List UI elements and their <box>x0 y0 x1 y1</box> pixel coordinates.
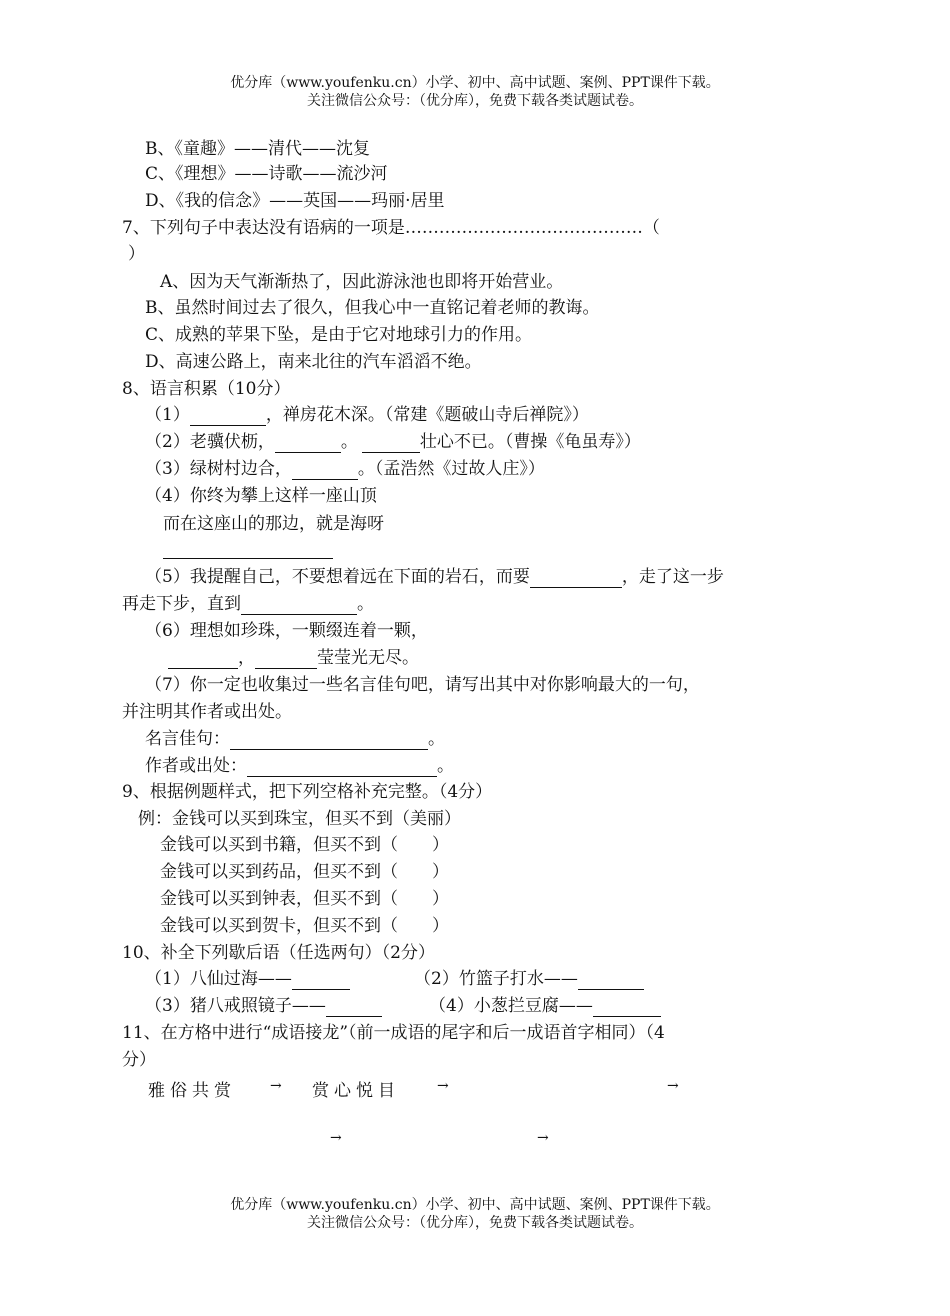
q8-item-3-prefix: （3）绿树村边合， <box>145 459 292 479</box>
q11-arrow-4: → <box>330 1130 342 1146</box>
q8-author-label: 作者或出处： <box>145 756 247 776</box>
q10-item-2-label: （2）竹篮子打水—— <box>414 969 578 989</box>
q8-item-6-suffix: 莹莹光无尽。 <box>317 648 419 668</box>
q7-answer-paren: ） <box>128 244 145 264</box>
q8-quote-label: 名言佳句： <box>145 729 230 749</box>
q10-item-2-blank[interactable] <box>578 971 644 990</box>
page-footer-line1: 优分库（www.youfenku.cn）小学、初中、高中试题、案例、PPT课件下载。 <box>230 1197 720 1213</box>
q8-author-period: 。 <box>437 756 454 776</box>
q11-stem-line1: 11、在方格中进行“成语接龙”（前一成语的尾字和后一成语首字相同）（4 <box>122 1023 665 1043</box>
q11-arrow-2: → <box>437 1078 449 1094</box>
q6-option-c: C、《理想》——诗歌——流沙河 <box>145 164 388 184</box>
q8-quote-period: 。 <box>428 729 445 749</box>
q10-item-4 <box>429 995 661 1017</box>
q10-item-1-label: （1）八仙过海—— <box>145 969 292 989</box>
q10-title: 10、补全下列歇后语（任选两句）（2分） <box>122 943 435 963</box>
q11-arrow-3: → <box>667 1078 679 1094</box>
q8-item-2-prefix: （2）老骥伏枥， <box>145 432 275 452</box>
q11-idiom-1: 雅俗共赏 <box>148 1081 236 1101</box>
q10-item-4-label: （4）小葱拦豆腐—— <box>429 996 593 1016</box>
q8-item-4-line1: （4）你终为攀上这样一座山顶 <box>145 486 377 506</box>
q11-idiom-2: 赏心悦目 <box>312 1081 400 1101</box>
q8-item-2 <box>145 431 641 453</box>
q9-item: 金钱可以买到贺卡，但买不到（ ） <box>160 916 449 936</box>
q8-author-blank[interactable] <box>247 758 437 777</box>
page-footer-line2: 关注微信公众号：（优分库），免费下载各类试题试卷。 <box>307 1215 643 1231</box>
q11-arrow-1: → <box>270 1078 282 1094</box>
q8-author-row <box>145 755 454 777</box>
q8-item-5-suffix: ，走了这一步 <box>621 567 724 587</box>
q8-item-3-blank[interactable] <box>292 461 358 480</box>
q8-item-2-blank-1[interactable] <box>275 434 341 453</box>
q10-item-3-label: （3）猪八戒照镜子—— <box>145 996 326 1016</box>
q8-item-6-line1: （6）理想如珍珠，一颗缀连着一颗， <box>145 621 428 641</box>
q8-item-2-blank-2[interactable] <box>362 434 420 453</box>
q10-item-4-blank[interactable] <box>593 998 661 1017</box>
q8-item-3 <box>145 458 545 480</box>
q6-option-d: D、《我的信念》——英国——玛丽·居里 <box>145 191 445 211</box>
q8-item-5-line2 <box>122 593 374 615</box>
q11-arrow-5: → <box>537 1130 549 1146</box>
q9-item: 金钱可以买到书籍，但买不到（ ） <box>160 835 449 855</box>
q8-item-2-mid: 。 <box>340 432 358 452</box>
q9-item: 金钱可以买到药品，但买不到（ ） <box>160 862 449 882</box>
q8-item-6-line2 <box>168 647 419 669</box>
q9-item: 金钱可以买到钟表，但买不到（ ） <box>160 889 449 909</box>
q11-stem-line2: 分） <box>122 1050 156 1070</box>
q8-item-6-blank-2[interactable] <box>255 650 317 669</box>
q10-item-3 <box>145 995 382 1017</box>
q8-title: 8、语言积累（10分） <box>122 379 291 399</box>
q10-item-1 <box>145 968 350 990</box>
q8-item-5-prefix: （5）我提醒自己，不要想着远在下面的岩石，而要 <box>145 567 530 587</box>
q7-option-b: B、虽然时间过去了很久，但我心中一直铭记着老师的教诲。 <box>145 298 600 318</box>
q8-quote-blank[interactable] <box>230 731 428 750</box>
q8-item-7-line1: （7）你一定也收集过一些名言佳句吧，请写出其中对你影响最大的一句， <box>145 675 700 695</box>
q9-example: 例：金钱可以买到珠宝，但买不到（美丽） <box>138 809 461 829</box>
q10-item-1-blank[interactable] <box>292 971 350 990</box>
q10-item-2 <box>414 968 644 990</box>
q8-item-6-blank-1[interactable] <box>168 650 238 669</box>
q8-item-1 <box>145 404 589 426</box>
q7-option-a: A、因为天气渐渐热了，因此游泳池也即将开始营业。 <box>160 272 564 292</box>
q8-quote-row <box>145 728 445 750</box>
q8-item-3-suffix: 。（孟浩然《过故人庄》） <box>357 459 545 479</box>
q8-item-1-blank[interactable] <box>190 407 266 426</box>
q8-item-6-mid: ， <box>238 648 255 668</box>
q8-item-4-line2: 而在这座山的那边，就是海呀 <box>163 514 384 534</box>
q9-title: 9、根据例题样式，把下列空格补充完整。（4分） <box>122 782 493 802</box>
q8-item-5-line1 <box>145 566 724 588</box>
q6-option-b: B、《童趣》——清代——沈复 <box>145 139 370 159</box>
q8-item-4-blank[interactable] <box>163 540 333 559</box>
q8-item-1-prefix: （1） <box>145 405 190 425</box>
q8-item-5-blank-2[interactable] <box>241 596 357 615</box>
q8-item-5-line2-suffix: 。 <box>357 594 374 614</box>
page-header-line1: 优分库（www.youfenku.cn）小学、初中、高中试题、案例、PPT课件下载。 <box>230 75 720 91</box>
q8-item-5-blank-1[interactable] <box>530 569 622 588</box>
q7-stem: 7、下列句子中表达没有语病的一项是……………………………………（ <box>122 218 660 238</box>
q8-item-2-suffix: 壮心不已。（曹操《龟虽寿》） <box>419 432 641 452</box>
q7-option-d: D、高速公路上，南来北往的汽车滔滔不绝。 <box>145 352 482 372</box>
page-header-line2: 关注微信公众号：（优分库），免费下载各类试题试卷。 <box>307 93 643 109</box>
q10-item-3-blank[interactable] <box>326 998 382 1017</box>
q8-item-5-line2-prefix: 再走下步，直到 <box>122 594 241 614</box>
q8-item-1-suffix: ，禅房花木深。（常建《题破山寺后禅院》） <box>265 405 589 425</box>
q8-item-7-line2: 并注明其作者或出处。 <box>122 702 292 722</box>
q7-option-c: C、成熟的苹果下坠，是由于它对地球引力的作用。 <box>145 325 533 345</box>
